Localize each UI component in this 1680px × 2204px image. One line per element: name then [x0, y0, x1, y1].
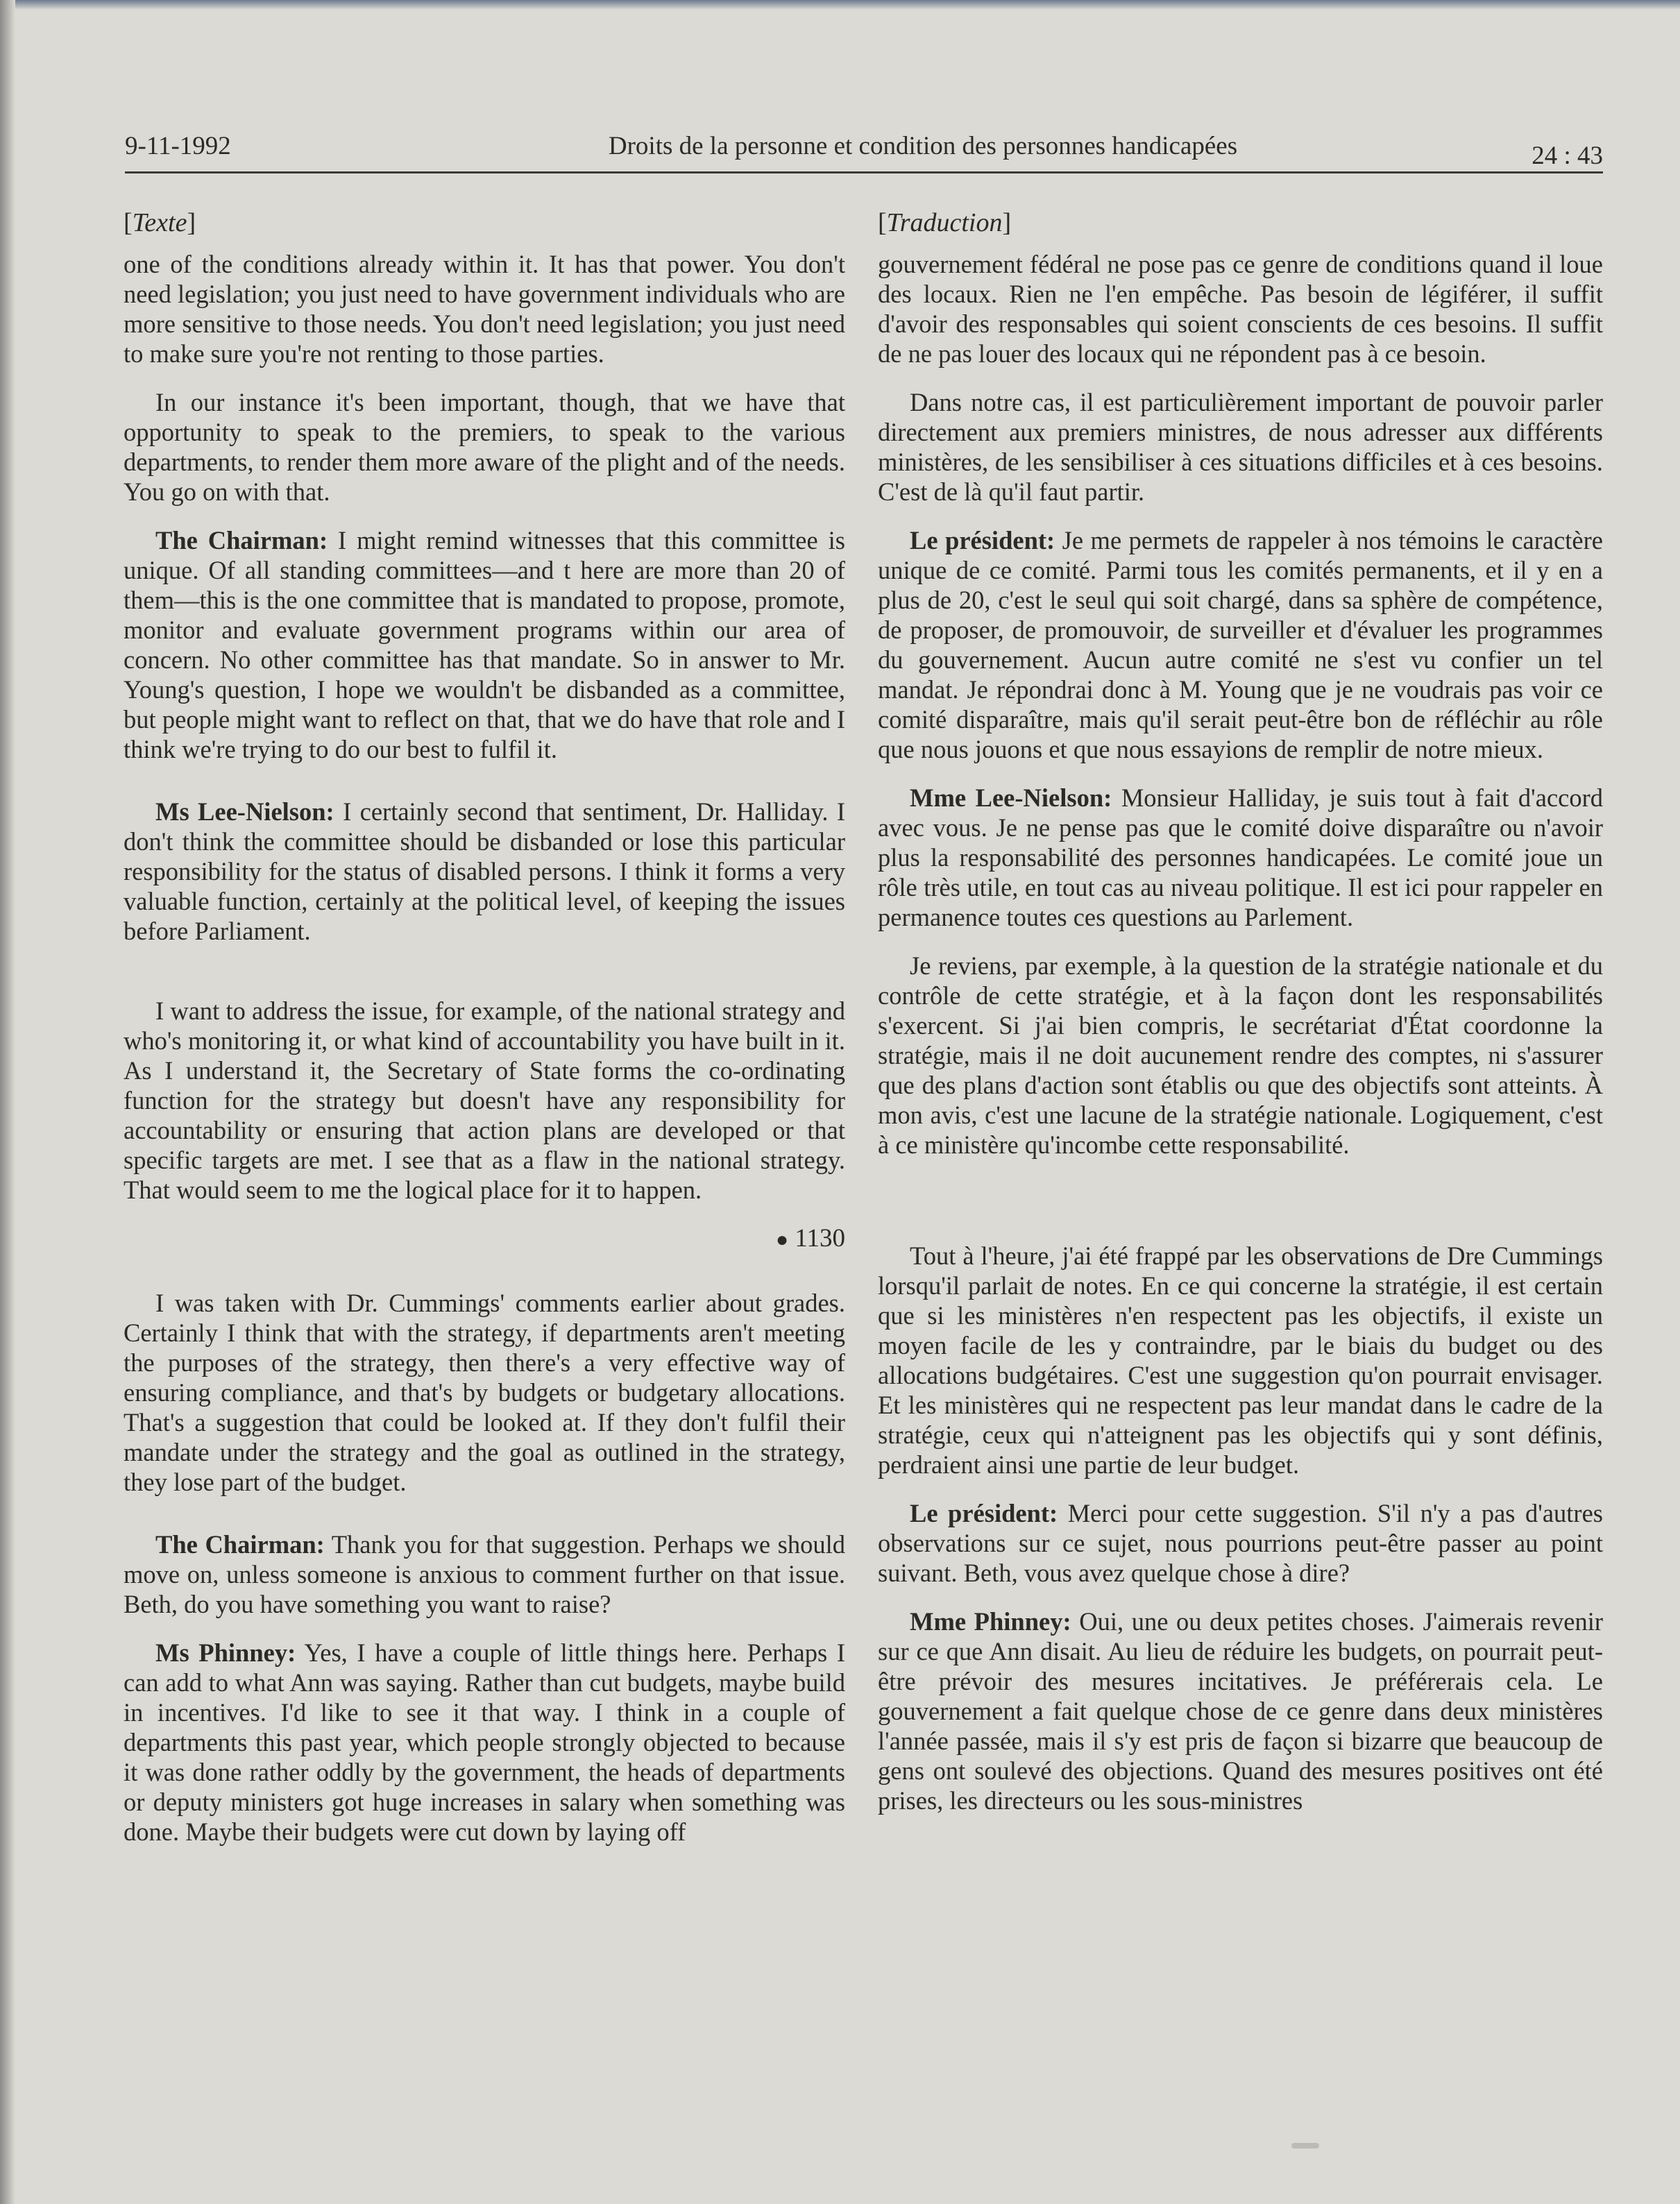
- section-tag-label: Traduction: [886, 208, 1003, 237]
- time-marker-value: 1130: [795, 1224, 845, 1253]
- speech-paragraph: [124, 1529, 845, 1619]
- speech-text: Yes, I have a couple of little things here. Perhaps I can add to what Ann was saying. Rather than cut budgets, maybe build in incentives. I'd like to see it that way. I think in a couple of departments this past year, which people strongly objected to because it was done rather oddly by the government, the heads of departments or deputy ministers got huge increases in salary when something was done. Maybe their budgets were cut down by laying off: [124, 1638, 845, 1846]
- speaker-name: Le président:: [910, 1499, 1058, 1527]
- section-tag-texte: [Texte]: [124, 208, 196, 237]
- speech-text: Thank you for that suggestion. Perhaps we should move on, unless someone is anxious to comment further on that issue. Beth, do you have something you want to raise?: [124, 1530, 845, 1618]
- speaker-name: The Chairman:: [155, 526, 328, 554]
- scan-smudge: [1291, 2143, 1319, 2148]
- section-tag-label: Texte: [132, 208, 187, 237]
- paragraph: I was taken with Dr. Cummings' comments earlier about grades. Certainly I think that with the strategy, if departments aren't meeting the purposes of the strategy, then there's a very effective way of ensuring compliance, and that's by budgets or budgetary allocations. That's a suggestion that could be looked at. If they don't fulfil their mandate under the strategy and the goal as outlined in the strategy, they lose part of the budget.: [124, 1289, 845, 1496]
- speech-paragraph: [878, 1607, 1603, 1815]
- header-date: 9-11-1992: [125, 132, 231, 160]
- paragraph: Dans notre cas, il est particulièrement important de pouvoir parler directement aux premiers ministres, de nous adresser aux différents ministères, de les sensibiliser à ces situations difficiles et à ces besoins. C'est de là qu'il faut partir.: [878, 388, 1603, 506]
- speech-text: Monsieur Halliday, je suis tout à fait d'accord avec vous. Je ne pense pas que le comité doive disparaître ou n'avoir plus la responsabilité des personnes handicapées. Le comité joue un rôle très utile, en tout cas au niveau politique. Il est ici pour rappeler en permanence toutes ces questions au Parlement.: [878, 783, 1603, 931]
- speaker-name: Ms Phinney:: [155, 1638, 296, 1667]
- speech-text: Je me permets de rappeler à nos témoins le caractère unique de ce comité. Parmi tous les comités permanents, et il y en a plus de 20, c'est le seul qui soit chargé, dans sa sphère de compétence, de proposer, de promouvoir, de surveiller et d'évaluer les programmes du gouvernement. Aucun autre comité ne s'est vu confier un tel mandat. Je répondrai donc à M. Young que je ne voudrais pas voir ce comité disparaître, mais qu'il serait peut-être bon de réfléchir au rôle que nous jouons et que nous essayions de remplir de notre mieux.: [878, 526, 1603, 763]
- paragraph: Je reviens, par exemple, à la question de la stratégie nationale et du contrôle de cette stratégie, et à la façon dont les responsabilités s'exercent. Si j'ai bien compris, le secrétariat d'État coordonne la stratégie, mais il ne doit aucunement rendre des comptes, ni s'assurer que des plans d'action sont établis ou que des objectifs sont atteints. À mon avis, c'est une lacune de la stratégie nationale. Logiquement, c'est à ce ministère qu'incombe cette responsabilité.: [878, 951, 1603, 1159]
- speech-paragraph: [878, 1498, 1603, 1588]
- paragraph: gouvernement fédéral ne pose pas ce genre de conditions quand il loue des locaux. Rien ne l'en empêche. Pas besoin de légiférer, il suffit d'avoir des responsables qui soient conscients de ces besoins. Il suffit de ne pas louer des locaux qui ne répondent pas à ce besoin.: [878, 250, 1603, 368]
- french-column: [878, 208, 1603, 1834]
- paragraph: I want to address the issue, for example, of the national strategy and who's monitoring it, or what kind of accountability you have built in it. As I understand it, the Secretary of State forms the co-ordinating function for the strategy but doesn't have any responsibility for accountability or ensuring that action plans are developed or that specific targets are met. I see that as a flaw in the national strategy. That would seem to me the logical place for it to happen.: [124, 997, 845, 1204]
- speech-paragraph: [878, 783, 1603, 932]
- speaker-name: Mme Phinney:: [910, 1607, 1071, 1636]
- speech-text: Oui, une ou deux petites choses. J'aimerais revenir sur ce que Ann disait. Au lieu de réduire les budgets, on pourrait peut-être prévoir des mesures incitatives. Je préférerais cela. Le gouvernement a fait quelque chose de ce genre dans deux ministères l'année passée, mais il s'y est pris de façon si bizarre que beaucoup de gens ont soulevé des objections. Quand des mesures positives ont été prises, les directeurs ou les sous-ministres: [878, 1607, 1603, 1815]
- paragraph: In our instance it's been important, though, that we have that opportunity to speak to the premiers, to speak to the various departments, to render them more aware of the plight and of the needs. You go on with that.: [124, 388, 845, 506]
- header-page-number: 24 : 43: [1531, 142, 1603, 170]
- page-header: [125, 128, 1603, 173]
- section-tag-traduction: [Traduction]: [878, 208, 1012, 237]
- speech-text: I might remind witnesses that this committee is unique. Of all standing committees—and t here are more than 20 of them—this is the one committee that is mandated to propose, promote, monitor and evaluate government programs within our area of concern. No other committee has that mandate. So in answer to Mr. Young's question, I hope we wouldn't be disbanded as a committee, but people might want to reflect on that, that we do have that role and I think we're trying to do our best to fulfil it.: [124, 526, 845, 763]
- speech-text: I certainly second that sentiment, Dr. Halliday. I don't think the committee should be disbanded or lose this particular responsibility for the status of disabled persons. I think it forms a very valuable function, certainly at the political level, of keeping the issues before Parliament.: [124, 797, 845, 945]
- speech-paragraph: [124, 1638, 845, 1847]
- speech-paragraph: [124, 525, 845, 764]
- speaker-name: Ms Lee-Nielson:: [155, 797, 334, 826]
- speech-paragraph: [124, 797, 845, 946]
- time-marker: ● 1130: [775, 1224, 845, 1253]
- paragraph: one of the conditions already within it. It has that power. You don't need legislation; you just need to have government individuals who are more sensitive to those needs. You don't need legislation; you just need to make sure you're not renting to those parties.: [124, 250, 846, 368]
- paragraph: Tout à l'heure, j'ai été frappé par les observations de Dre Cummings lorsqu'il parlait de notes. En ce qui concerne la stratégie, il est certain que si les ministères n'en respectent pas les objectifs, il existe un moyen facile de les y contraindre, par le biais du budget ou des allocations budgétaires. C'est une suggestion qu'on pourrait envisager. Et les ministères qui ne respectent pas leur mandat dans le cadre de la stratégie, ceux qui n'atteignent pas les objectifs qui y sont définis, perdraient ainsi une partie de leur budget.: [878, 1241, 1603, 1479]
- speech-paragraph: [878, 525, 1603, 764]
- speaker-name: Le président:: [910, 526, 1055, 554]
- english-column: [124, 208, 845, 1865]
- speech-text: Merci pour cette suggestion. S'il n'y a pas d'autres observations sur ce sujet, nous pourrions peut-être passer au point suivant. Beth, vous avez quelque chose à dire?: [878, 1499, 1603, 1587]
- header-title: Droits de la personne et condition des personnes handicapées: [608, 132, 1238, 160]
- speaker-name: Mme Lee-Nielson:: [910, 783, 1112, 812]
- speaker-name: The Chairman:: [155, 1530, 325, 1559]
